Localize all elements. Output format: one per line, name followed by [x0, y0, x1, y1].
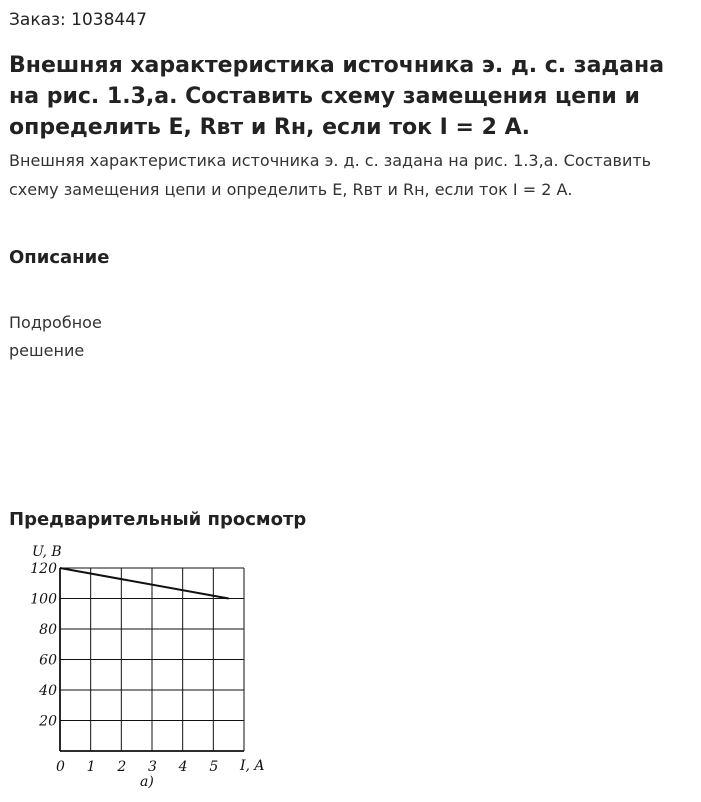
x-tick-label: 2: [117, 759, 127, 775]
description-line-2: решение: [9, 341, 85, 360]
task-title: Внешняя характеристика источника э. д. с. задана на рис. 1.3,а. Составить схему замещения цепи и определить E, Rвт и Rн, если ток I = 2 А.: [9, 53, 665, 140]
description-line-1: Подробное: [9, 313, 102, 332]
y-axis-label: U, B: [32, 544, 62, 560]
y-tick-label: 120: [30, 561, 57, 577]
order-number: Заказ: 1038447: [9, 10, 147, 30]
preview-heading: Предварительный просмотр: [9, 509, 307, 530]
description-heading: Описание: [9, 247, 110, 268]
x-axis-label: I, A: [240, 758, 265, 774]
description-text: [9, 309, 169, 365]
y-tick-label: 40: [39, 683, 57, 699]
x-tick-label: 5: [209, 759, 219, 775]
x-tick-label: 0: [56, 759, 65, 775]
series-line: [60, 568, 229, 599]
task-text: Внешняя характеристика источника э. д. с. задана на рис. 1.3,а. Составить схему замещения цепи и определить E, Rвт и Rн, если ток I = 2 А.: [9, 151, 652, 199]
x-tick-label: 4: [178, 759, 188, 775]
x-tick-label: 1: [86, 759, 96, 775]
y-tick-label: 100: [30, 591, 57, 608]
y-tick-label: 80: [39, 622, 57, 638]
chart-caption: а): [140, 774, 154, 790]
x-tick-label: 3: [148, 759, 157, 775]
characteristic-chart: [22, 540, 282, 795]
y-tick-label: 20: [39, 713, 57, 730]
y-tick-label: 60: [39, 652, 57, 669]
preview-image: [22, 540, 282, 795]
